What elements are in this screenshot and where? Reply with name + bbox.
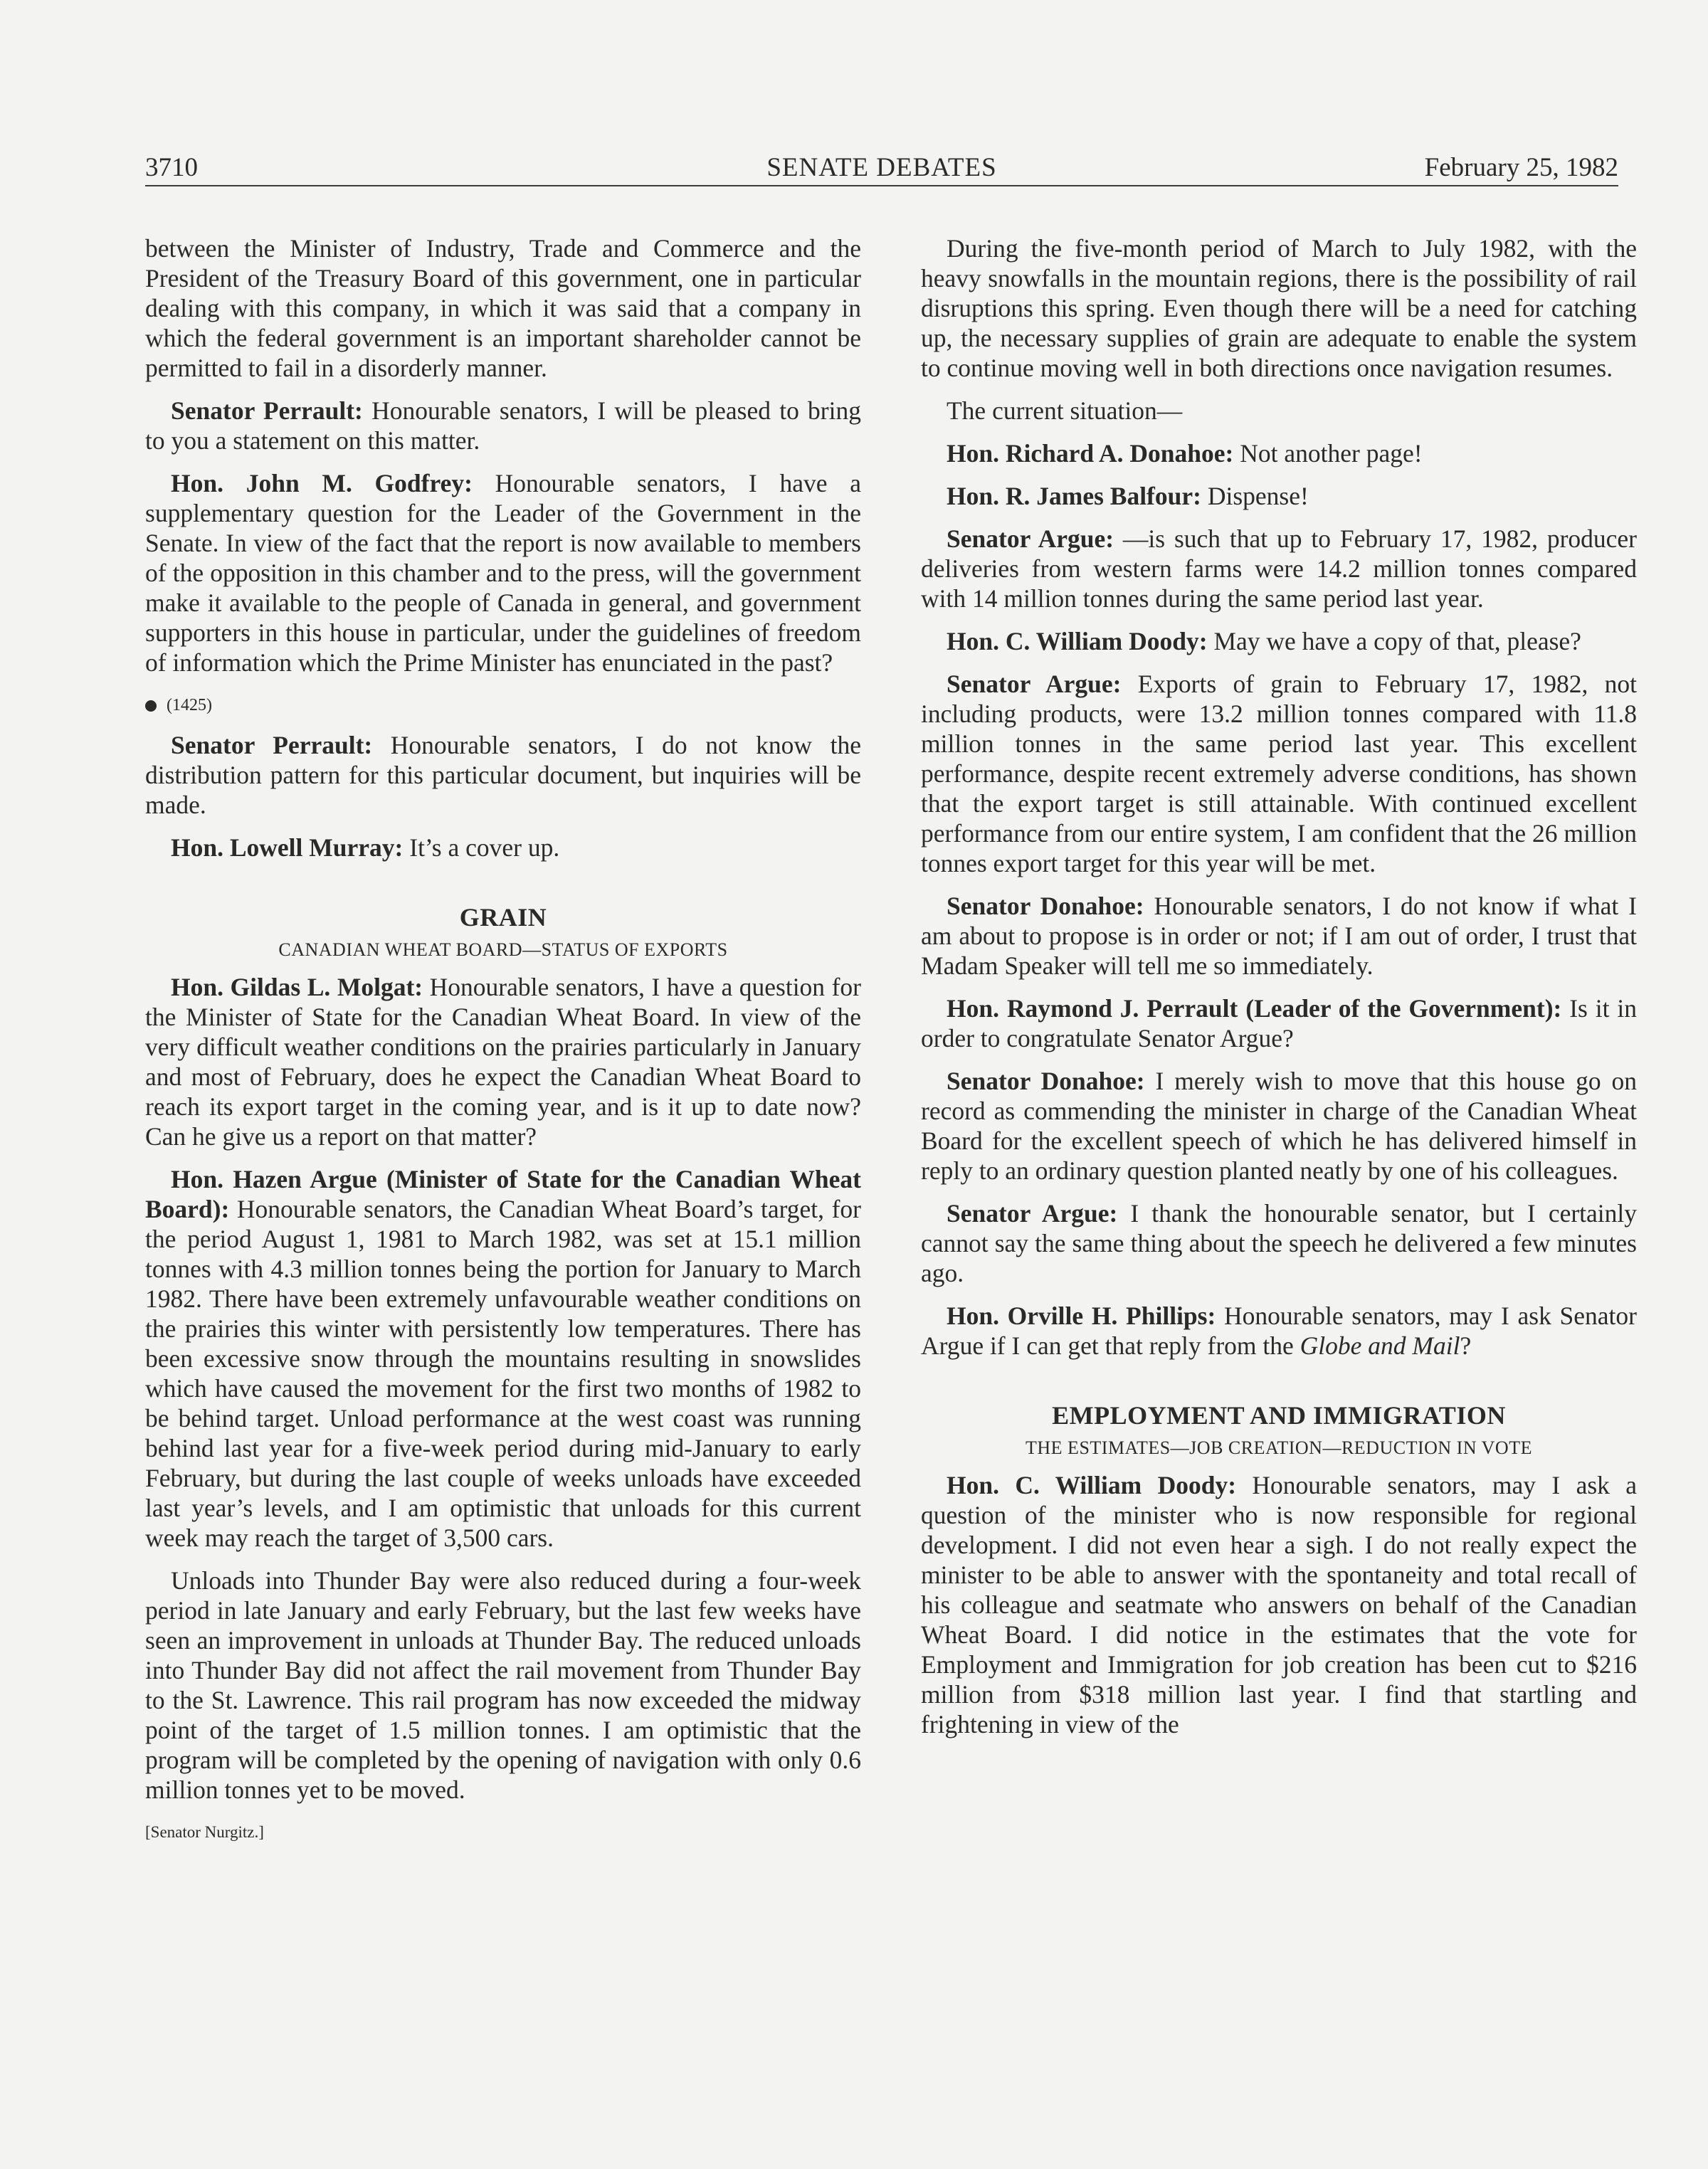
speech-text: —is such that up to February 17, 1982, producer deliveries from western farms were 14.2 million tonnes compared with 14 million tonnes during the same period last year. <box>921 524 1638 613</box>
paragraph <box>921 1198 1637 1288</box>
paragraph <box>921 626 1637 656</box>
bullet-dot-icon <box>145 700 157 712</box>
speech-text: May we have a copy of that, please? <box>1207 627 1581 655</box>
section-subheading: THE ESTIMATES—JOB CREATION—REDUCTION IN VOTE <box>1026 1437 1532 1458</box>
speaker-name: Senator Perrault: <box>171 731 373 759</box>
speaker-name: Hon. C. William Doody: <box>947 627 1208 655</box>
speech-text: Not another page! <box>1233 439 1423 468</box>
speaker-name: Hon. Raymond J. Perrault (Leader of the Government): <box>947 994 1562 1023</box>
paragraph <box>921 891 1637 981</box>
speech-text: Honourable senators, may I ask Senator Argue if I can get that reply from the <box>921 1302 1637 1360</box>
speaker-name: Hon. C. William Doody: <box>947 1471 1237 1499</box>
paragraph <box>921 1470 1637 1739</box>
left-column <box>145 233 861 1847</box>
paragraph <box>921 438 1637 468</box>
paragraph <box>921 669 1637 878</box>
paragraph <box>921 1066 1637 1186</box>
publication-title: SENATE DEBATES <box>766 153 997 182</box>
speaker-name: Senator Donahoe: <box>947 892 1144 920</box>
speech-text: Is it in order to congratulate Senator Argue? <box>921 994 1637 1052</box>
paragraph <box>145 833 861 862</box>
speaker-name: Hon. Gildas L. Molgat: <box>171 973 423 1001</box>
speaker-name: Senator Argue: <box>947 670 1122 698</box>
page-number: 3710 <box>145 153 198 182</box>
paragraph: between the Minister of Industry, Trade and Commerce and the President of the Treasury Board of this government, one in particular dealing with this company, in which it was said that a company in which the federal government is an important shareholder cannot be permitted to fail in a disorderly manner. <box>145 234 861 382</box>
paragraph <box>921 1301 1637 1361</box>
paragraph <box>145 468 861 677</box>
speech-text: Honourable senators, the Canadian Wheat Board’s target, for the period August 1, 1981 to March 1982, was set at 15.1 million tonnes with 4.3 million tonnes being the portion for January to March 1982. There have been extremely unfavourable weather conditions on the prairies this winter with persistently low temperatures. There has been excessive snow through the mountains resulting in snowslides which have caused the movement for the first two months of 1982 to be behind target. Unload performance at the west coast was running behind last year for a five-week period during mid-January to early February, but during the last couple of weeks unloads have exceeded last year’s levels, and I am optimistic that unloads for this current week may reach the target of 3,500 cars. <box>145 1195 861 1552</box>
speech-text: Exports of grain to February 17, 1982, not including products, were 13.2 million tonnes compared with 11.8 million tonnes in the same period last year. This excellent performance, despite recent extremely adverse conditions, has shown that the export target is still attainable. With continued excellent performance from our entire system, I am confident that the 26 million tonnes export target for this year will be met. <box>921 670 1638 877</box>
running-footnote: [Senator Nurgitz.] <box>145 1823 264 1841</box>
speaker-name: Senator Perrault: <box>171 396 363 425</box>
publication-date: February 25, 1982 <box>1424 153 1618 182</box>
speech-text: I merely wish to move that this house go on record as commending the minister in charge of the Canadian Wheat Board for the excellent speech of which he has delivered himself in reply to an ordinary question planted neatly by one of his colleagues. <box>921 1067 1638 1185</box>
speech-text: Honourable senators, I have a supplementary question for the Leader of the Government in the Senate. In view of the fact that the report is now available to members of the opposition in this chamber and to the press, will the government make it available to the people of Canada in general, and government supporters in this house in particular, under the guidelines of freedom of information which the Prime Minister has enunciated in the past? <box>145 469 861 677</box>
speaker-name: Hon. Orville H. Phillips: <box>947 1302 1216 1330</box>
speech-text: Honourable senators, I have a question for the Minister of State for the Canadian Wheat Board. In view of the very difficult weather conditions on the prairies particularly in January and most of February, does he expect the Canadian Wheat Board to reach its export target in the coming year, and is it up to date now? Can he give us a report on that matter? <box>145 973 861 1151</box>
section-heading: GRAIN <box>459 903 547 932</box>
speech-text: It’s a cover up. <box>403 833 560 862</box>
paragraph <box>145 396 861 455</box>
time-marker <box>145 690 861 720</box>
speaker-name: Hon. John M. Godfrey: <box>171 469 473 497</box>
speech-text: I thank the honourable senator, but I certainly cannot say the same thing about the speech he delivered a few minutes ago. <box>921 1199 1638 1287</box>
speaker-name: Senator Argue: <box>947 1199 1118 1228</box>
speech-text: Honourable senators, I do not know the distribution pattern for this particular document, but inquiries will be made. <box>145 731 861 819</box>
paragraph <box>145 1164 861 1553</box>
paragraph: During the five-month period of March to July 1982, with the heavy snowfalls in the mountain regions, there is the possibility of rail disruptions this spring. Even though there will be a need for catching up, the necessary supplies of grain are adequate to enable the system to continue moving well in both directions once navigation resumes. <box>921 234 1637 382</box>
speech-text: Honourable senators, may I ask a question of the minister who is now responsible for regional development. I did not even hear a sigh. I do not really expect the minister to be able to answer with the spontaneity and total recall of his colleague and seatmate who answers on behalf of the Canadian Wheat Board. I did notice in the estimates that the vote for Employment and Immigration for job creation has been cut to $216 million from $318 million last year. I find that startling and frightening in view of the <box>921 1471 1638 1738</box>
paragraph: Unloads into Thunder Bay were also reduced during a four-week period in late January and early February, but the last few weeks have seen an improvement in unloads at Thunder Bay. The reduced unloads into Thunder Bay did not affect the rail movement from Thunder Bay to the St. Lawrence. This rail program has now exceeded the midway point of the target of 1.5 million tonnes. I am optimistic that the program will be completed by the opening of navigation with only 0.6 million tonnes yet to be moved. <box>145 1566 861 1804</box>
speech-text: Honourable senators, I will be pleased to bring to you a statement on this matter. <box>145 396 861 455</box>
publication-name: Globe and Mail <box>1300 1331 1460 1360</box>
speaker-name: Hon. Richard A. Donahoe: <box>947 439 1234 468</box>
paragraph <box>921 481 1637 511</box>
speaker-name: Senator Argue: <box>947 524 1114 553</box>
paragraph <box>145 972 861 1151</box>
speaker-name: Hon. Hazen Argue (Minister of State for the Canadian Wheat Board): <box>145 1165 861 1223</box>
page-header <box>145 151 1618 186</box>
speech-text: Honourable senators, I do not know if what I am about to propose is in order or not; if I am out of order, I trust that Madam Speaker will tell me so immediately. <box>921 892 1638 980</box>
paragraph <box>145 730 861 820</box>
speaker-name: Hon. Lowell Murray: <box>171 833 404 862</box>
paragraph: The current situation— <box>947 396 1183 425</box>
speaker-name: Senator Donahoe: <box>947 1067 1145 1095</box>
paragraph <box>921 524 1637 613</box>
speaker-name: Hon. R. James Balfour: <box>947 482 1201 510</box>
time-marker-text: (1425) <box>167 696 212 714</box>
paragraph <box>921 993 1637 1053</box>
speech-text-end: ? <box>1460 1331 1472 1360</box>
speech-text: Dispense! <box>1201 482 1309 510</box>
right-column <box>921 233 1637 1752</box>
section-heading: EMPLOYMENT AND IMMIGRATION <box>1052 1401 1506 1430</box>
section-subheading: CANADIAN WHEAT BOARD—STATUS OF EXPORTS <box>278 939 728 960</box>
